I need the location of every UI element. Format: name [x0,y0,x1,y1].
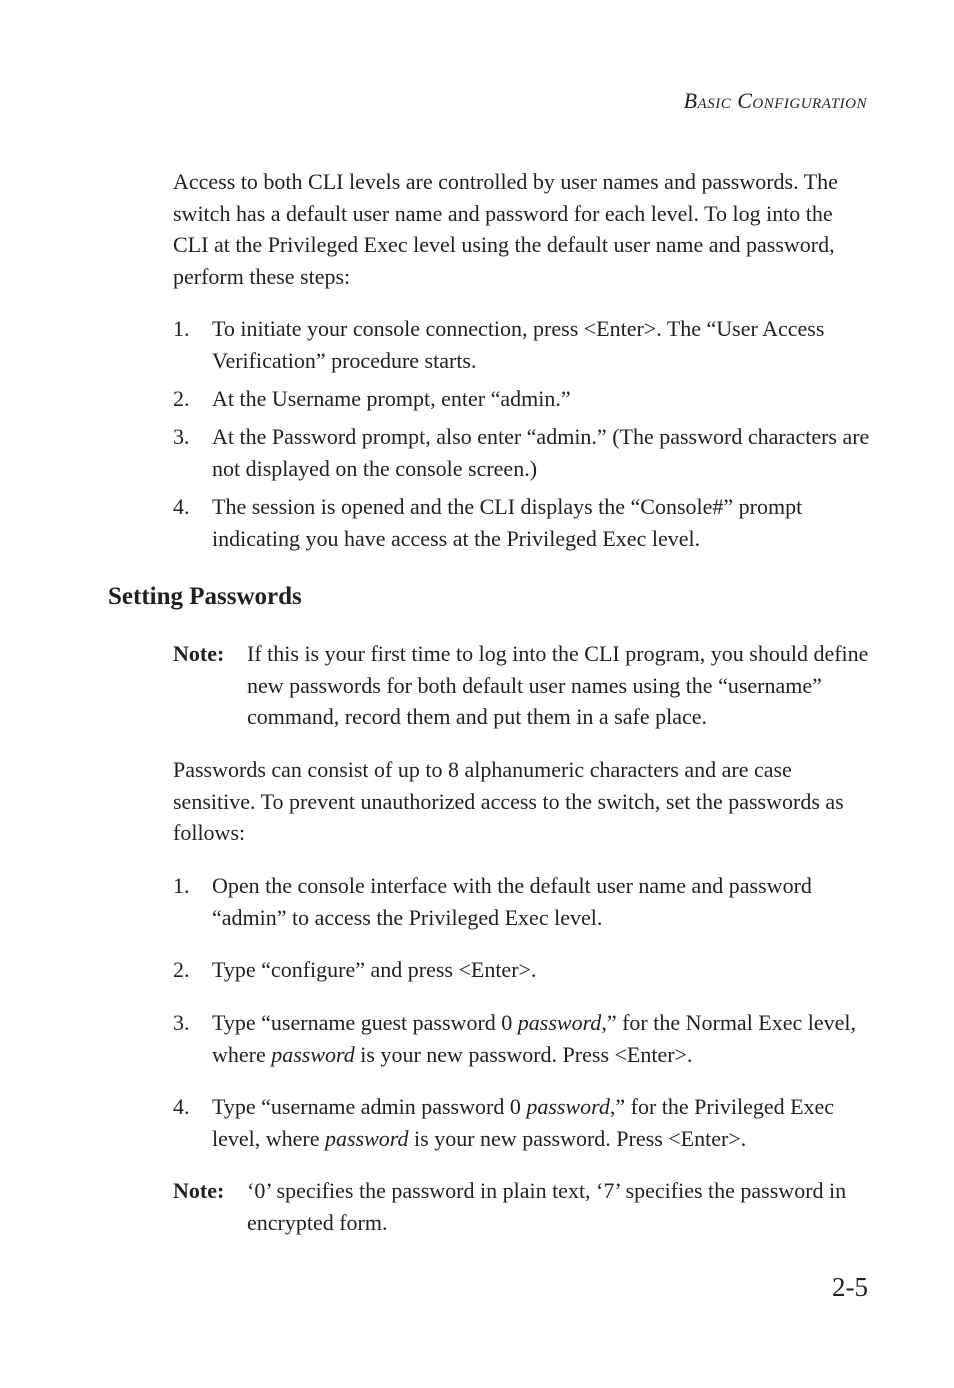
step-number: 2. [173,386,190,411]
login-step [173,313,873,376]
step-text: The session is opened and the CLI displays the “Console#” prompt indicating you have access at the Privileged Exec level. [212,494,803,551]
step-text: At the Username prompt, enter “admin.” [212,386,571,411]
note-box [173,1175,873,1238]
step-number: 4. [173,494,190,519]
step-number: 2. [173,957,190,982]
page-number: 2-5 [832,1272,868,1302]
italic-placeholder: password [526,1094,610,1119]
step-text-part: ,” for the Normal Exec level, where [212,1010,857,1067]
step-number: 1. [173,873,190,898]
step-text [212,1091,873,1154]
password-step [173,870,873,933]
note-box [173,638,873,733]
note-text: If this is your first time to log into the CLI program, you should define new passwords for both default user names using the “username” command, record them and put them in a safe place. [247,641,869,729]
note-label: Note: [173,641,225,666]
step-text: Open the console interface with the default user name and password “admin” to access the Privileged Exec level. [212,873,812,930]
italic-placeholder: password [325,1125,409,1151]
step-text-part: is your new password. Press <Enter>. [408,1125,747,1151]
password-step [173,1091,873,1154]
step-text: To initiate your console connection, press <Enter>. The “User Access Verification” procedure starts. [212,316,825,373]
step-text [212,1007,873,1070]
intro-paragraph: Access to both CLI levels are controlled by user names and passwords. The switch has a default user name and password for each level. To log into the CLI at the Privileged Exec level using the default user name and password, perform these steps: [173,169,838,289]
login-step [173,491,873,554]
login-step [173,383,873,415]
section-heading: Setting Passwords [108,583,302,610]
step-text-part: Type “username guest password 0 [212,1010,518,1035]
italic-placeholder: password [271,1041,355,1067]
step-number: 1. [173,316,190,341]
step-text-part: ,” for the Privileged Exec level, where [212,1094,835,1151]
step-number: 3. [173,424,190,449]
italic-placeholder: password [517,1010,602,1035]
step-number: 3. [173,1010,190,1035]
running-header: Basic Configuration [683,88,867,113]
passwords-paragraph: Passwords can consist of up to 8 alphanumeric characters and are case sensitive. To prevent unauthorized access to the switch, set the passwords as follows: [173,757,844,845]
password-step [173,1007,873,1070]
step-text-part: is your new password. Press <Enter>. [354,1041,693,1067]
note-text: ‘0’ specifies the password in plain text, ‘7’ specifies the password in encrypted form. [247,1178,847,1235]
login-step [173,421,873,484]
step-text: Type “configure” and press <Enter>. [212,957,537,982]
step-text: At the Password prompt, also enter “admin.” (The password characters are not displayed on the console screen.) [212,424,870,481]
note-label: Note: [173,1178,225,1203]
step-number: 4. [173,1094,190,1119]
step-text-part: Type “username admin password 0 [212,1094,527,1119]
password-step [173,954,873,986]
